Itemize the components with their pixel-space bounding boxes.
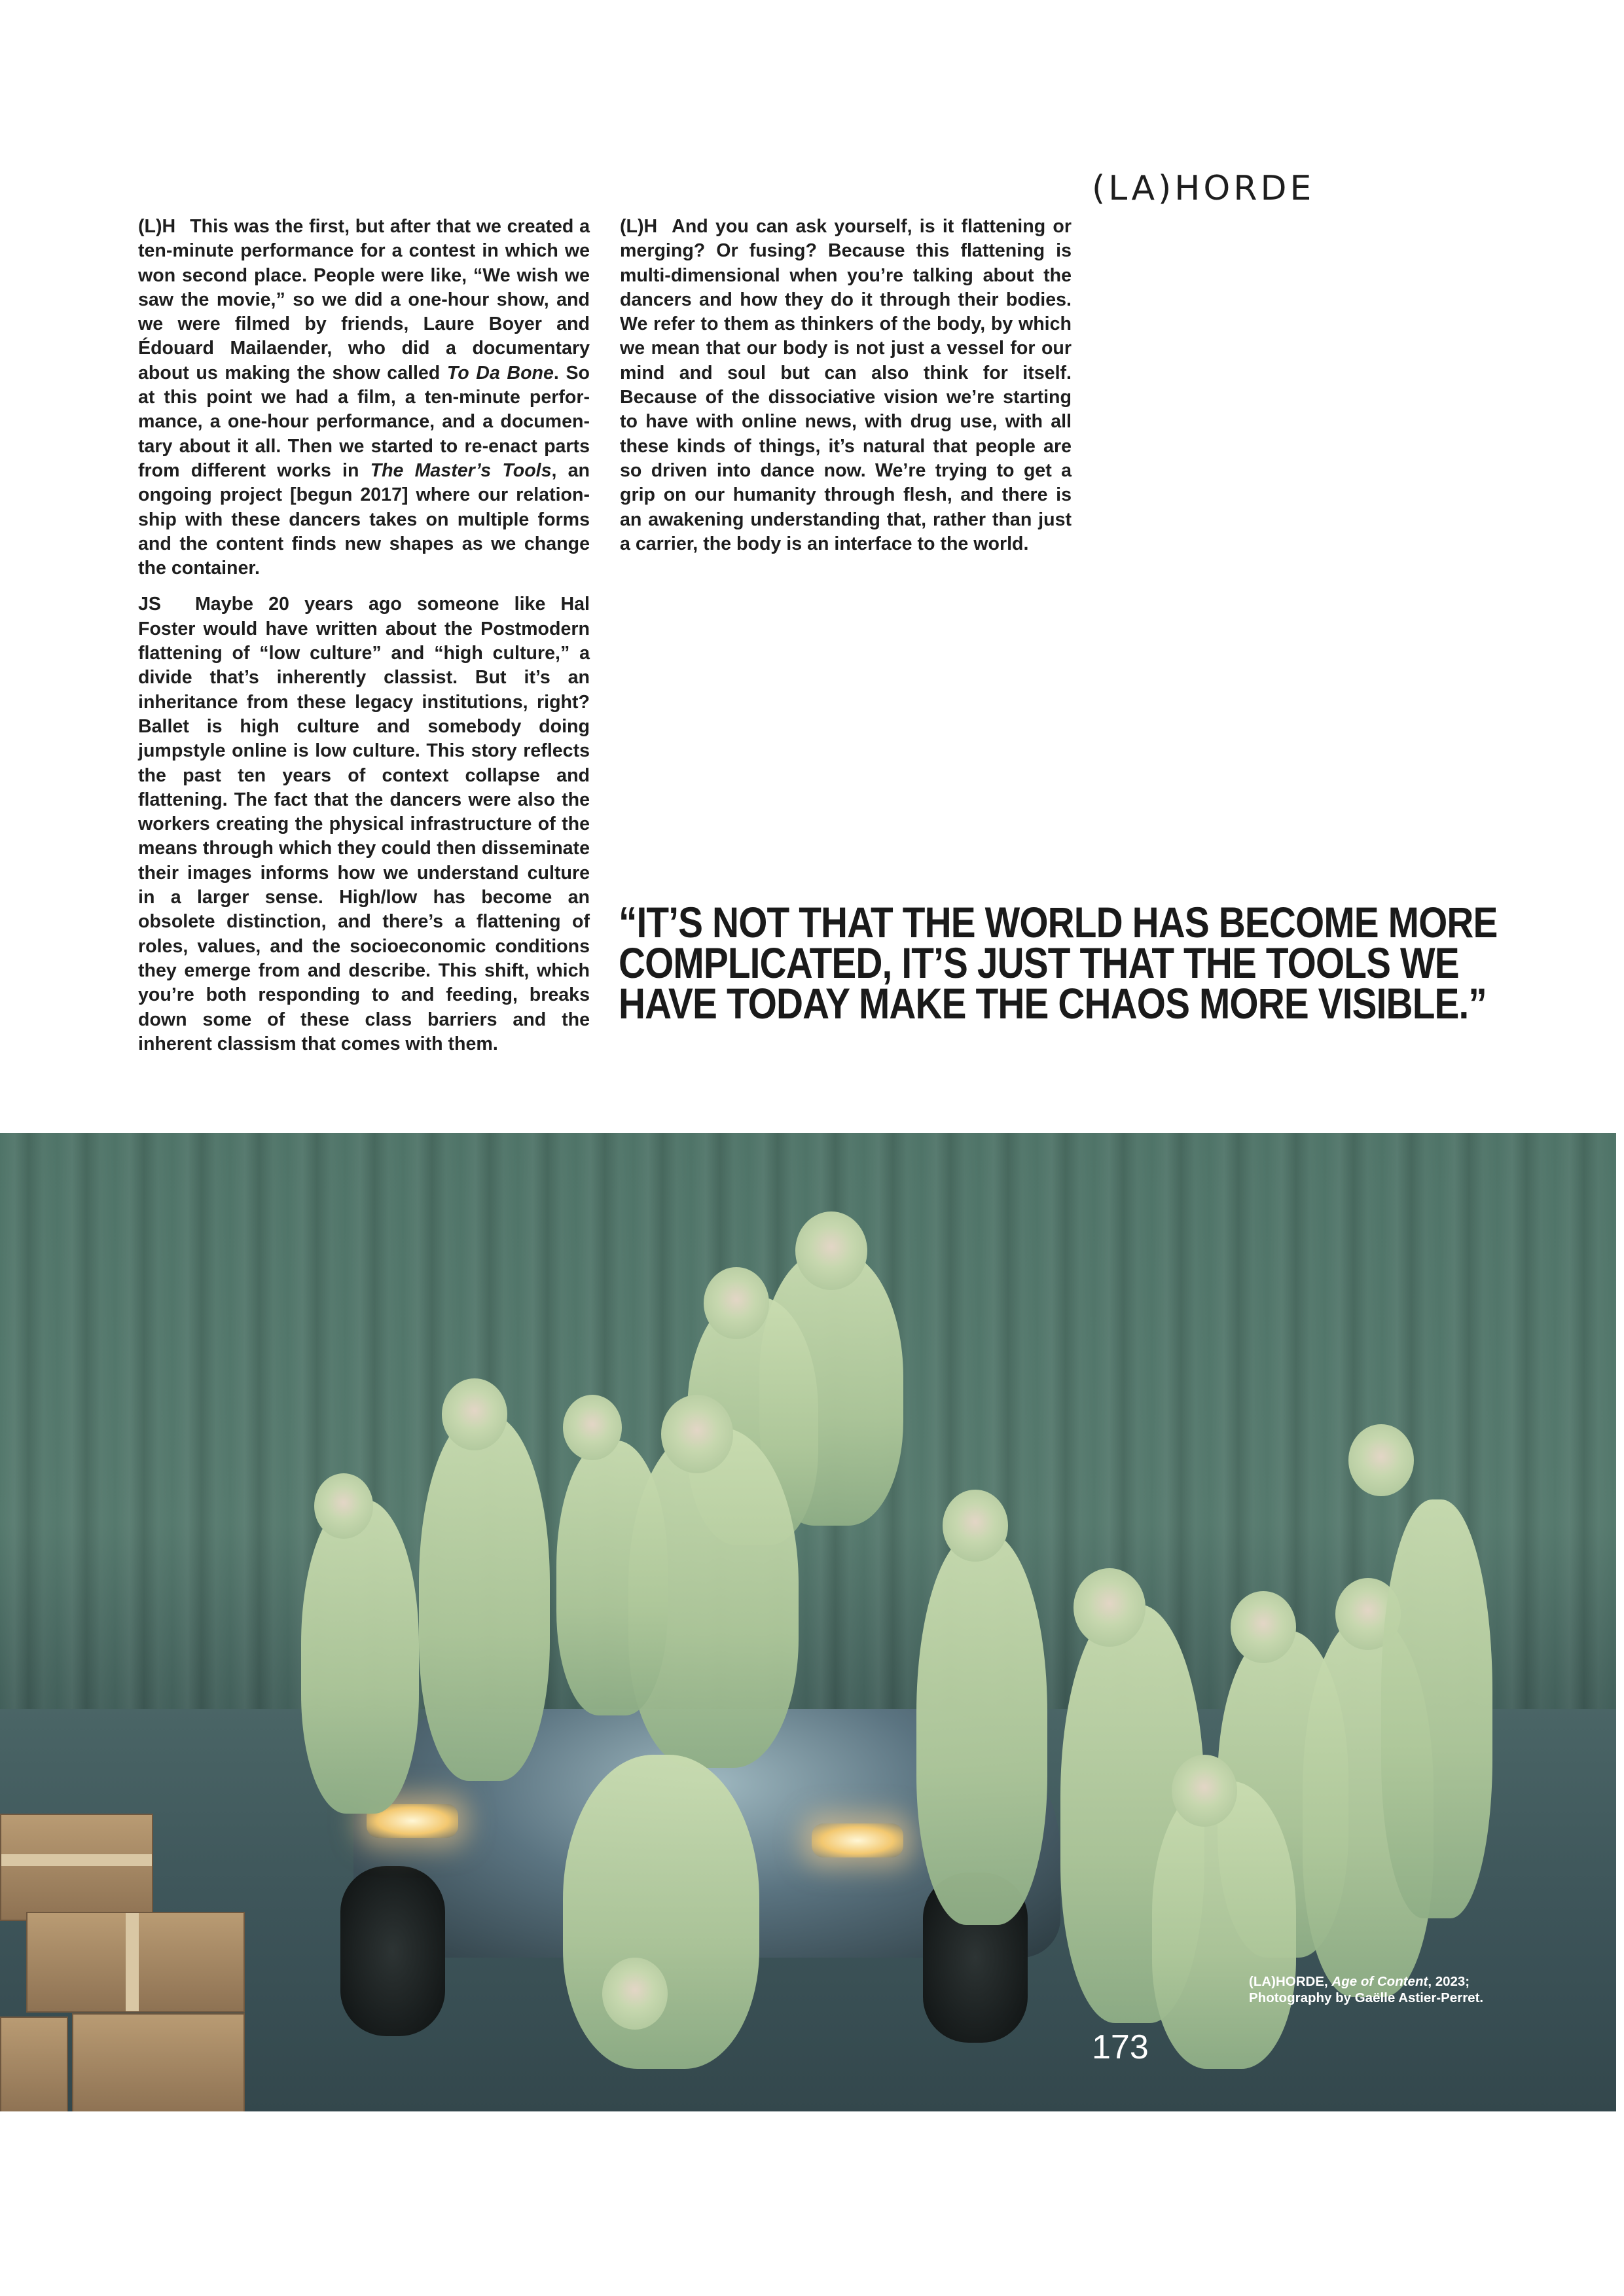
dancer-hood [602, 1958, 668, 2030]
pull-quote [619, 898, 1498, 1028]
dancer-figure [301, 1499, 419, 1814]
dancer-figure [563, 1755, 759, 2069]
speaker-label: (L)H [620, 216, 658, 237]
performance-photo [0, 1133, 1616, 2111]
work-title: The Master’s Tools [370, 459, 552, 481]
cardboard-box [0, 1814, 153, 1921]
paragraph-lh-1 [138, 215, 590, 581]
dancer-figure [916, 1532, 1047, 1925]
paragraph-text: And you can ask yourself, is it flattening or merging? Or fusing? Because this flattening is multi-dimensional when you’re talking about the dancers and how they do it through their bodies. We refer to them as thinkers of the body, by which we mean that our body is not just a vessel for our mind and soul but can also think for itself. Because of the dissociative vision we’re starting to have with online news, with drug use, with all these kinds of things, it’s natural that people are so driven into dance now. We’re trying to get a grip on our humanity through flesh, and there is an awakening understanding that, rather than just a carrier, the body is an interface to the world. [620, 216, 1072, 554]
running-head: (LA)HORDE [1092, 169, 1315, 208]
car-headlight [812, 1823, 903, 1857]
left-text-column [138, 215, 590, 1056]
dancer-hood [943, 1490, 1008, 1562]
dancer-hood [1074, 1568, 1146, 1647]
dancer-hood [1348, 1424, 1414, 1496]
speaker-label: JS [138, 594, 161, 615]
pull-quote-line: “IT’S NOT THAT THE WORLD HAS BECOME MORE [619, 898, 1498, 946]
paragraph-text: Maybe 20 years ago someone like Hal Foster would have written about the Postmodern flattening of “low culture” and “high culture,” a divide that’s inherently classist. But it’s an inheritance from these legacy institutions, right? Ballet is high culture and somebody doing jumpstyle online is low culture. This story reflects the past ten years of context collapse and flattening. The fact that the dancers were also the workers creating the physical infrastructure of the means through which they could then disseminate their images informs how we understand culture in a larger sense. High/low has become an obsolete distinction, and there’s a flattening of roles, values, and the socioeconomic conditions they emerge from and describe. This shift, which you’re both responding to and feeding, breaks down some of these class barriers and the inherent classism that comes with them. [138, 594, 590, 1054]
page-number: 173 [1092, 2028, 1149, 2066]
work-title: To Da Bone [446, 362, 554, 384]
dancer-hood [1172, 1755, 1237, 1827]
dancer-hood [314, 1473, 373, 1539]
car-wheel [340, 1866, 445, 2036]
paragraph-text: , an ongoing project [begun 2017] where our relationship with these dancers takes on multiple forms and the content finds new shapes as we change the container. [138, 459, 590, 579]
caption-line-1 [1249, 1973, 1563, 1990]
pull-quote-line: HAVE TODAY MAKE THE CHAOS MORE VISIBLE.” [619, 979, 1487, 1028]
caption-artist: (LA)HORDE, [1249, 1974, 1332, 1989]
dancer-figure [1381, 1499, 1492, 1918]
cardboard-box [26, 1912, 245, 2013]
dancer-figure [556, 1441, 668, 1715]
dancer-figure [1152, 1781, 1296, 2069]
dancer-hood [661, 1395, 733, 1473]
photo-caption [1249, 1973, 1563, 2006]
dancer-hood [442, 1378, 507, 1450]
dancer-figure [419, 1414, 550, 1781]
paragraph-lh-2 [620, 215, 1072, 556]
paragraph-text: This was the first, but after that we created a ten-minute performance for a contest in which we won second place. People were like, “We wish we saw the movie,” so we did a one-hour show, and we were filmed by friends, Laure Boyer and Édouard Mailaender, who did a documentary about us making the show called [138, 216, 590, 384]
pull-quote-line: COMPLICATED, IT’S JUST THAT THE TOOLS WE [619, 939, 1459, 987]
paragraph-text: . So at this point we had a film, a ten-minute performance, a one-hour performance, and a documentary about it all. Then we started to re-enact parts from different works in [138, 362, 590, 481]
caption-work-title: Age of Content [1331, 1974, 1428, 1989]
dancer-hood [1231, 1591, 1296, 1663]
dancer-hood [795, 1211, 867, 1290]
cardboard-box [72, 2013, 245, 2111]
paragraph-js [138, 592, 590, 1056]
dancer-hood [704, 1267, 769, 1339]
dancer-hood [563, 1395, 622, 1460]
caption-credit: Photography by Gaëlle Astier-Perret. [1249, 1990, 1484, 2005]
caption-year: , 2023; [1428, 1974, 1470, 1989]
speaker-label: (L)H [138, 216, 176, 237]
middle-text-column [620, 215, 1072, 556]
cardboard-box [0, 2017, 68, 2111]
